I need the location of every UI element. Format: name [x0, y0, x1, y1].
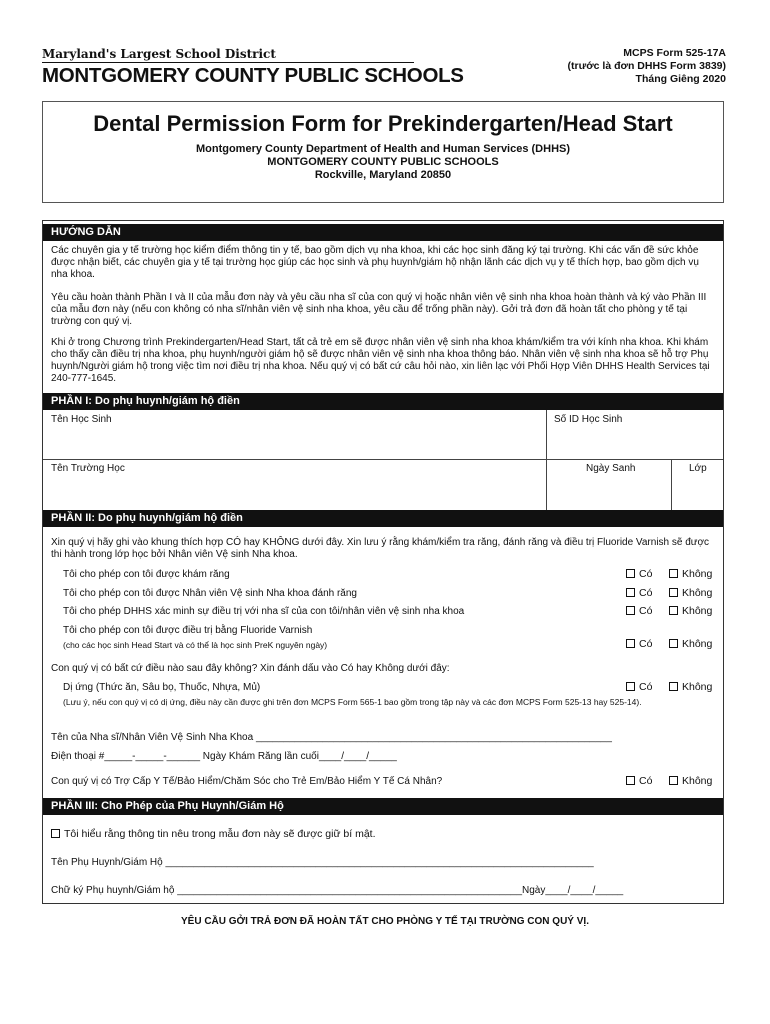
allergy-yes-checkbox[interactable]: Có: [626, 681, 652, 693]
checkbox-icon: [669, 569, 678, 578]
logo-divider: [42, 62, 414, 63]
checkbox-icon: [626, 588, 635, 597]
q1-no-checkbox[interactable]: Không: [669, 568, 712, 580]
grade-label: Lớp: [689, 463, 707, 474]
divider: [671, 459, 672, 510]
checkbox-icon: [626, 682, 635, 691]
checkbox-icon: [626, 776, 635, 785]
q2-yes-checkbox[interactable]: Có: [626, 587, 652, 599]
form-info: [568, 47, 726, 86]
allergy-label: Dị ứng (Thức ăn, Sâu bọ, Thuốc, Nhựa, Mủ): [63, 682, 261, 693]
instructions-p1: Các chuyên gia y tế trường học kiểm điểm thông tin y tế, bao gồm dịch vụ nha khoa, khi các học sinh đăng ký tại trường. Khi các vấn đề sức khỏe được nhận biết, các chuyên gia y tế tại trường học giúp các học sinh và phụ huynh/giám hộ nhận lãnh các dịch vụ y tế thích hợp, bao gồm dịch vụ nha khoa.: [51, 245, 699, 280]
checkbox-icon: [669, 588, 678, 597]
title-box: [42, 101, 724, 203]
title-subtitle: [43, 143, 723, 182]
title-line-1: Montgomery County Department of Health and Human Services (DHHS): [195, 143, 571, 155]
parent-name-field[interactable]: Tên Phụ Huynh/Giám Hộ _____________________________________________________________________________: [51, 857, 594, 868]
checkbox-icon: [669, 639, 678, 648]
instructions-p2: Yêu cầu hoàn thành Phần I và II của mẫu đơn này và yêu cầu nha sĩ của con quý vị hoặc nhân viên vệ sinh nha khoa hoàn thành và ký vào Phần III của mẫu đơn này (nếu con không có nha sĩ/nhân viên vệ sinh nha khoa, yêu cầu để trống phần này). Gởi trả đơn đã hoàn tất cho phòng y tế tại trường con quý vị.: [51, 292, 707, 327]
q4-no-checkbox[interactable]: Không: [669, 638, 712, 650]
part3-heading: PHẦN III: Cho Phép của Phụ Huynh/Giám Hộ: [43, 798, 723, 815]
return-instruction: YÊU CẦU GỞI TRẢ ĐƠN ĐÃ HOÀN TẤT CHO PHÒNG Y TẾ TẠI TRƯỜNG CON QUÝ VỊ.: [181, 916, 589, 927]
signature-field[interactable]: Chữ ký Phụ huynh/Giám hộ ______________________________________________________________Ngày____/____/_____: [51, 885, 624, 896]
school-name-label: Tên Trường Học: [51, 463, 125, 474]
q4-yes-checkbox[interactable]: Có: [626, 638, 652, 650]
checkbox-icon: [669, 606, 678, 615]
insurance-question: Con quý vị có Trợ Cấp Y Tế/Bảo Hiểm/Chăm Sóc cho Trẻ Em/Bảo Hiểm Y Tế Cá Nhân?: [51, 776, 443, 787]
instructions-heading: HƯỚNG DẪN: [43, 224, 723, 241]
insurance-yes-checkbox[interactable]: Có: [626, 775, 652, 787]
form-prev: (trước là đơn DHHS Form 3839): [567, 60, 726, 72]
divider: [43, 459, 723, 460]
divider: [546, 459, 547, 510]
insurance-no-checkbox[interactable]: Không: [669, 775, 712, 787]
student-name-label: Tên Học Sinh: [51, 414, 112, 425]
confidentiality-checkbox[interactable]: Tôi hiểu rằng thông tin nêu trong mẫu đơn này sẽ được giữ bí mật.: [51, 828, 376, 840]
q4-note: (cho các học sinh Head Start và có thể là học sinh PreK nguyên ngày): [63, 640, 328, 650]
checkbox-icon: [626, 569, 635, 578]
q3-no-checkbox[interactable]: Không: [669, 605, 712, 617]
divider: [546, 410, 547, 459]
part1-heading: PHẦN I: Do phụ huynh/giám hộ điền: [43, 393, 723, 410]
q3-yes-checkbox[interactable]: Có: [626, 605, 652, 617]
checkbox-icon: [51, 829, 60, 838]
allergy-note: (Lưu ý, nếu con quý vị có dị ứng, điều này cần được ghi trên đơn MCPS Form 565-1 bao gồm trong tập này và các đơn MCPS Form 525-13 hay 525-14).: [63, 697, 642, 707]
form-number: MCPS Form 525-17A: [623, 47, 726, 59]
district-name: MONTGOMERY COUNTY PUBLIC SCHOOLS: [42, 64, 464, 87]
q4-label: Tôi cho phép con tôi được điều trị bằng Fluoride Varnish: [63, 625, 313, 636]
q3-label: Tôi cho phép DHHS xác minh sự điều trị với nha sĩ của con tôi/nhân viên vệ sinh nha khoa: [63, 606, 465, 617]
title-line-2: MONTGOMERY COUNTY PUBLIC SCHOOLS: [267, 156, 499, 168]
dentist-name-field[interactable]: Tên của Nha sĩ/Nhân Viên Vệ Sinh Nha Khoa ________________________________________________________________: [51, 732, 612, 743]
q2-no-checkbox[interactable]: Không: [669, 587, 712, 599]
checkbox-icon: [626, 639, 635, 648]
checkbox-icon: [669, 776, 678, 785]
student-id-label: Số ID Học Sinh: [554, 414, 623, 425]
allergy-no-checkbox[interactable]: Không: [669, 681, 712, 693]
part2-intro: Xin quý vị hãy ghi vào khung thích hợp CÓ hay KHÔNG dưới đây. Xin lưu ý rằng khám/kiểm tra răng, đánh răng và điều trị Fluoride Varnish sẽ được thi hành trong lớp học bởi Nhân viên Vệ sinh Nha khoa.: [51, 537, 710, 560]
q1-label: Tôi cho phép con tôi được khám răng: [63, 569, 230, 580]
district-tagline: Maryland's Largest School District: [42, 47, 276, 61]
q2-label: Tôi cho phép con tôi được Nhân viên Vệ sinh Nha khoa đánh răng: [63, 588, 357, 599]
title-line-3: Rockville, Maryland 20850: [314, 169, 452, 181]
q1-yes-checkbox[interactable]: Có: [626, 568, 652, 580]
form-date: Tháng Giêng 2020: [635, 73, 726, 85]
checkbox-icon: [669, 682, 678, 691]
part2-heading: PHẦN II: Do phụ huynh/giám hộ điền: [43, 510, 723, 527]
form-body: [42, 220, 724, 904]
conditions-question: Con quý vị có bất cứ điều nào sau đây không? Xin đánh dấu vào Có hay Không dưới đây:: [51, 663, 450, 674]
phone-and-exam-date-field[interactable]: Điện thoại #_____-_____-______ Ngày Khám Răng lần cuối____/____/_____: [51, 751, 397, 762]
checkbox-icon: [626, 606, 635, 615]
form-title: Dental Permission Form for Prekindergarten/Head Start: [93, 111, 673, 136]
birth-date-label: Ngày Sanh: [586, 463, 636, 474]
instructions-p3: Khi ở trong Chương trình Prekindergarten/Head Start, tất cả trẻ em sẽ được nhân viên vệ sinh nha khoa khám/kiểm tra với kính nha khoa. Khi khám cho thấy cần điều trị nha khoa, phụ huynh/người giám hộ sẽ được nhân viên vệ sinh nha khoa thông báo. Nhân viên vệ sinh nha khoa sẽ hỗ trợ Phụ huynh/Người giám hộ trong việc tìm nơi điều trị nha khoa. Nếu quý vị có bất cứ câu hỏi nào, xin liên lạc với Phối Hợp Viên DHHS Health Services tại 240-777-1645.: [51, 337, 710, 384]
